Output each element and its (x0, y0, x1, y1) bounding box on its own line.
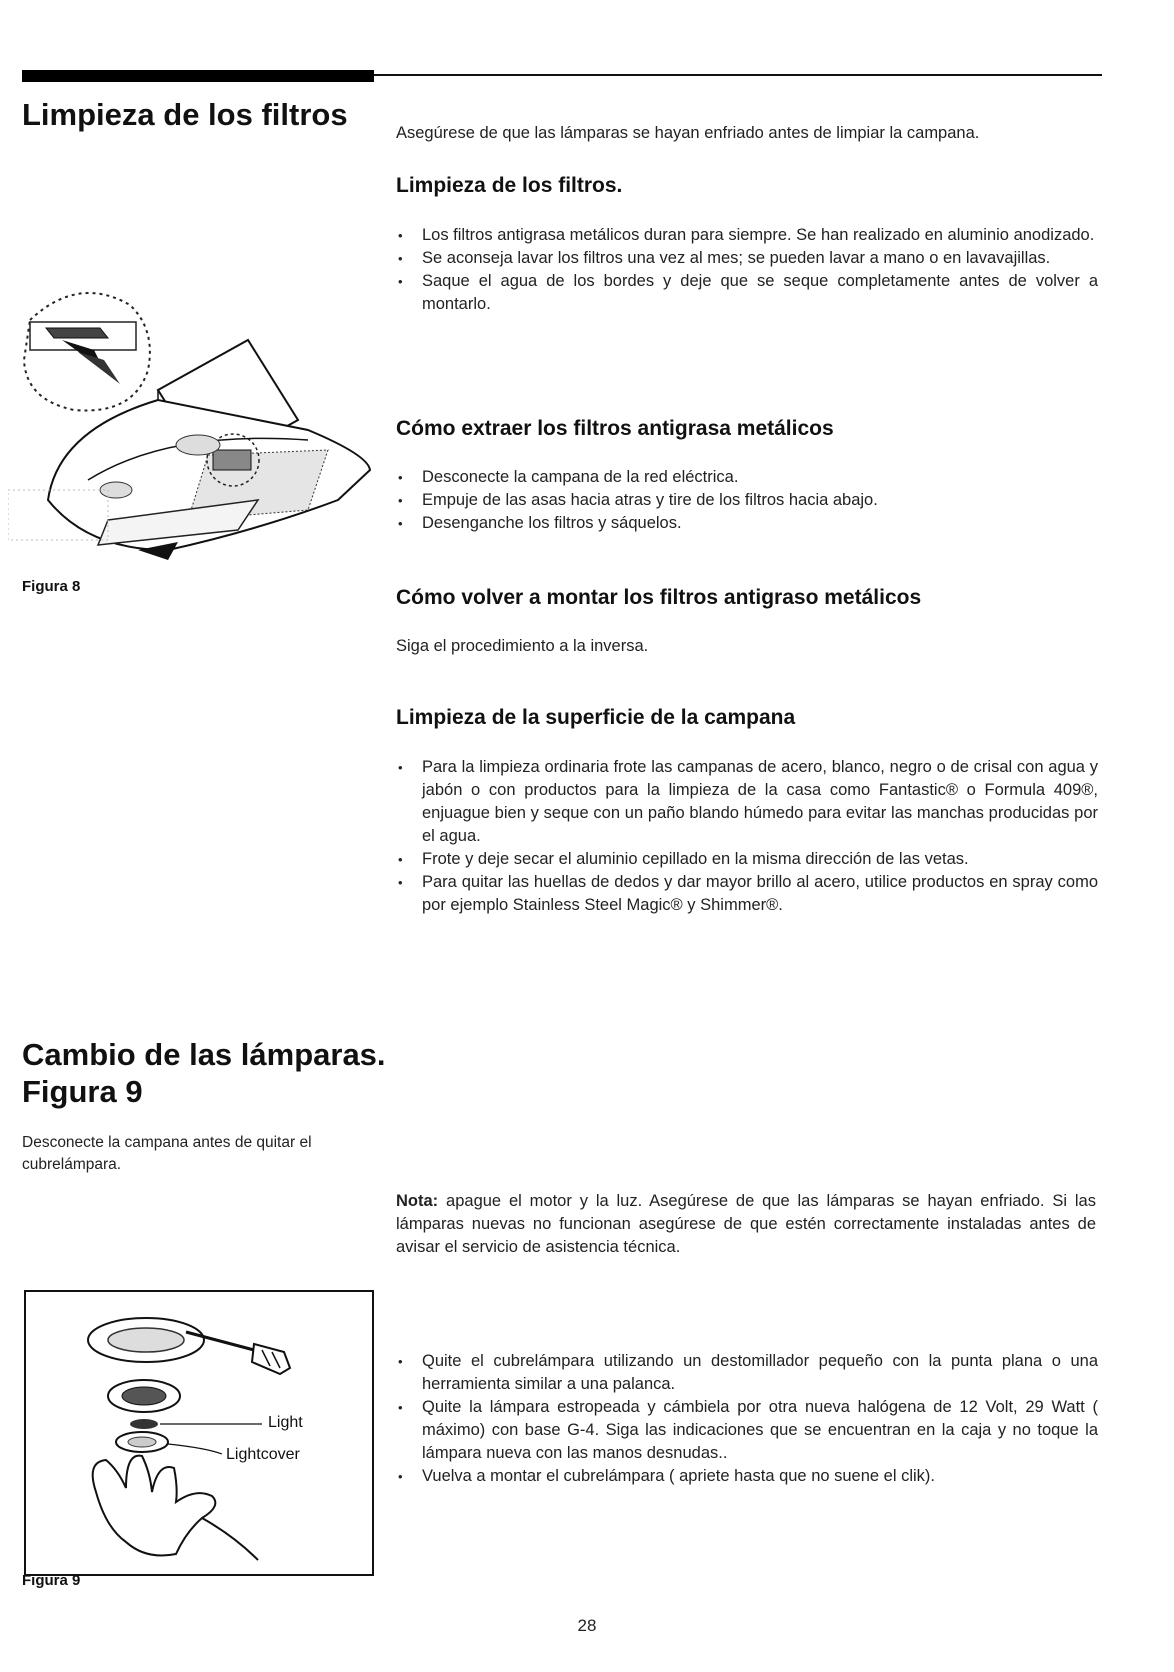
range-hood-filter-illustration (8, 280, 392, 600)
refit-text: Siga el procedimiento a la inversa. (396, 637, 649, 655)
page-number: 28 (577, 1616, 597, 1635)
subheading-filter-cleaning: Limpieza de los filtros. (396, 174, 623, 197)
list-item: • Desenganche los filtros y sáquelos. (396, 512, 1098, 535)
note-text: apague el motor y la luz. Asegúrese de que las lámparas se hayan enfriado. Si las lámparas nuevas no funcionan asegúrese de que estén correctamente instaladas antes de avisar el servicio de asistencia técnica. (396, 1192, 1096, 1256)
list-item: • Los filtros antigrasa metálicos duran para siempre. Se han realizado en aluminio anodizado. (396, 224, 1098, 247)
list-item: • Desconecte la campana de la red eléctrica. (396, 466, 1098, 489)
note-label: Nota: (396, 1192, 439, 1210)
list-item: • Para la limpieza ordinaria frote las campanas de acero, blanco, negro o de crisal con agua y jabón o con productos para la limpieza de la casa como Fantastic® o Formula 409®, enjuague bien y seque con un paño blando húmedo para evitar las manchas producidas por el agua. (396, 756, 1098, 848)
subheading-surface-cleaning: Limpieza de la superficie de la campana (396, 706, 796, 729)
list-item: • Saque el agua de los bordes y deje que se seque completamente antes de volver a montarlo. (396, 270, 1098, 316)
list-item: • Para quitar las huellas de dedos y dar mayor brillo al acero, utilice productos en spray como por ejemplo Stainless Steel Magic® y Shimmer®. (396, 871, 1098, 917)
figure-9-label: Figura 9 (22, 1572, 81, 1589)
section-title-filter-cleaning: Limpieza de los filtros (22, 97, 348, 132)
section-title-lamp-change (22, 1036, 386, 1110)
list-item: • Empuje de las asas hacia atras y tire de los filtros hacia abajo. (396, 489, 1098, 512)
figure-9-box (24, 1290, 374, 1576)
lamp-replacement-illustration (26, 1292, 372, 1574)
note-paragraph (396, 1190, 1096, 1259)
list-item: • Quite la lámpara estropeada y cámbiela por otra nueva halógena de 12 Volt, 29 Watt ( máximo) con base G-4. Siga las indicaciones que se encuentran en la caja y no toque la lámpara nueva con las manos desnudas.. (396, 1396, 1098, 1465)
list-item: • Frote y deje secar el aluminio cepillado en la misma dirección de las vetas. (396, 848, 1098, 871)
filter-cleaning-list (396, 224, 1098, 316)
callout-lightcover: Lightcover (226, 1446, 300, 1463)
intro-text: Asegúrese de que las lámparas se hayan enfriado antes de limpiar la campana. (396, 124, 980, 142)
callout-light: Light (268, 1414, 303, 1431)
header-rule-accent (22, 70, 374, 82)
subheading-remove-filters: Cómo extraer los filtros antigrasa metálicos (396, 417, 834, 440)
section-title-line1: Cambio de las lámparas. (22, 1037, 386, 1072)
subheading-refit-filters: Cómo volver a montar los filtros antigraso metálicos (396, 586, 922, 609)
remove-filters-list (396, 466, 1098, 535)
figure-8-label: Figura 8 (22, 578, 81, 595)
lamp-intro-text: Desconecte la campana antes de quitar el cubrelámpara. (22, 1134, 312, 1173)
list-item: • Vuelva a montar el cubrelámpara ( apriete hasta que no suene el clik). (396, 1465, 1098, 1488)
list-item: • Se aconseja lavar los filtros una vez al mes; se pueden lavar a mano o en lavavajillas. (396, 247, 1098, 270)
surface-cleaning-list (396, 756, 1098, 917)
lamp-change-list (396, 1350, 1098, 1488)
section-title-line2: Figura 9 (22, 1074, 143, 1110)
list-item: • Quite el cubrelámpara utilizando un destomillador pequeño con la punta plana o una herramienta similar a una palanca. (396, 1350, 1098, 1396)
